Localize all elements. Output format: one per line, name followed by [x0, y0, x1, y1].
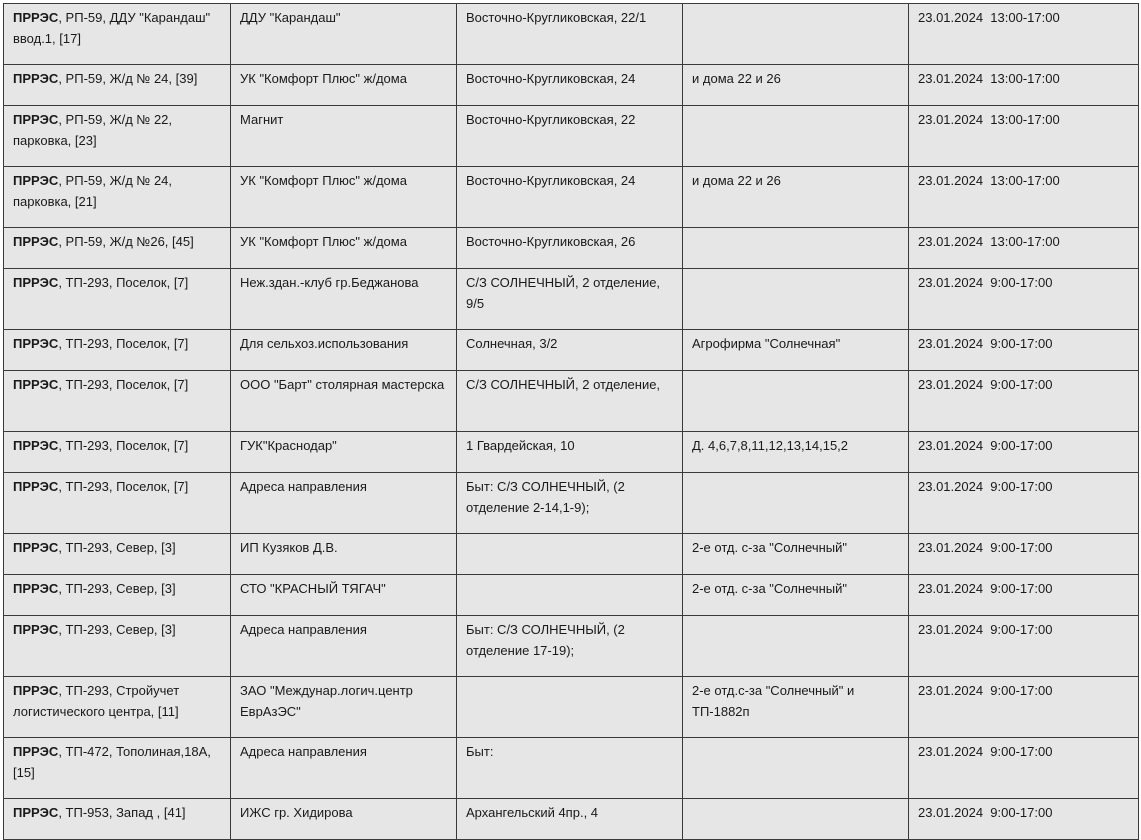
consumer-text: Неж.здан.-клуб гр.Беджанова [240, 275, 419, 290]
line-cell [4, 65, 231, 106]
consumer-text: ИЖС гр. Хидирова [240, 805, 353, 820]
table-row [4, 534, 1139, 575]
line-text: , РП-59, Ж/д № 22, парковка, [23] [13, 112, 173, 148]
org-name: ПРРЭС [13, 10, 59, 25]
table-row [4, 432, 1139, 473]
note-text: и дома 22 и 26 [692, 71, 781, 86]
line-text: , РП-59, Ж/д №26, [45] [58, 234, 194, 249]
time-text: 23.01.2024 9:00-17:00 [918, 805, 1053, 820]
line-text: , ТП-953, Запад , [41] [58, 805, 186, 820]
time-text: 23.01.2024 9:00-17:00 [918, 275, 1053, 290]
time-text: 23.01.2024 9:00-17:00 [918, 438, 1053, 453]
line-cell [4, 330, 231, 371]
address-text: С/З СОЛНЕЧНЫЙ, 2 отделение, 9/5 [466, 275, 661, 311]
address-text: Восточно-Кругликовская, 26 [466, 234, 636, 249]
time-cell [909, 4, 1139, 65]
org-name: ПРРЭС [13, 275, 59, 290]
line-cell [4, 738, 231, 799]
time-cell [909, 432, 1139, 473]
time-text: 23.01.2024 9:00-17:00 [918, 683, 1053, 698]
time-cell [909, 799, 1139, 840]
consumer-cell [231, 167, 457, 228]
consumer-cell [231, 738, 457, 799]
table-row [4, 269, 1139, 330]
note-cell [683, 432, 909, 473]
time-text: 23.01.2024 9:00-17:00 [918, 479, 1053, 494]
address-text: Восточно-Кругликовская, 24 [466, 173, 636, 188]
note-cell [683, 371, 909, 432]
note-cell [683, 799, 909, 840]
table-row [4, 4, 1139, 65]
note-cell [683, 473, 909, 534]
note-cell [683, 4, 909, 65]
address-text: Быт: С/З СОЛНЕЧНЫЙ, (2 отделение 2-14,1-9); [466, 479, 625, 515]
time-text: 23.01.2024 13:00-17:00 [918, 173, 1060, 188]
org-name: ПРРЭС [13, 71, 59, 86]
address-cell [457, 4, 683, 65]
org-name: ПРРЭС [13, 336, 59, 351]
line-text: , ТП-293, Север, [3] [58, 581, 176, 596]
time-text: 23.01.2024 9:00-17:00 [918, 540, 1053, 555]
time-text: 23.01.2024 13:00-17:00 [918, 10, 1060, 25]
consumer-text: УК "Комфорт Плюс" ж/дома [240, 234, 407, 249]
address-cell [457, 371, 683, 432]
org-name: ПРРЭС [13, 805, 59, 820]
line-text: , ТП-293, Стройучет логистического центра, [11] [13, 683, 180, 719]
line-cell [4, 269, 231, 330]
line-cell [4, 106, 231, 167]
note-cell [683, 330, 909, 371]
line-text: , РП-59, Ж/д № 24, парковка, [21] [13, 173, 173, 209]
consumer-text: Адреса направления [240, 622, 367, 637]
note-cell [683, 616, 909, 677]
consumer-text: Для сельхоз.использования [240, 336, 409, 351]
consumer-text: УК "Комфорт Плюс" ж/дома [240, 173, 407, 188]
line-text: , ТП-293, Север, [3] [58, 622, 176, 637]
address-cell [457, 106, 683, 167]
consumer-text: Адреса направления [240, 479, 367, 494]
address-text: Быт: [466, 744, 494, 759]
note-cell [683, 534, 909, 575]
time-cell [909, 677, 1139, 738]
address-text: С/З СОЛНЕЧНЫЙ, 2 отделение, [466, 377, 661, 392]
table-row [4, 371, 1139, 432]
note-cell [683, 269, 909, 330]
time-text: 23.01.2024 13:00-17:00 [918, 71, 1060, 86]
table-row [4, 65, 1139, 106]
note-cell [683, 575, 909, 616]
note-cell [683, 228, 909, 269]
org-name: ПРРЭС [13, 744, 59, 759]
time-cell [909, 269, 1139, 330]
note-cell [683, 677, 909, 738]
note-text: 2-е отд. с-за "Солнечный" [692, 540, 847, 555]
table-row [4, 616, 1139, 677]
time-cell [909, 371, 1139, 432]
time-text: 23.01.2024 9:00-17:00 [918, 336, 1053, 351]
address-text: Восточно-Кругликовская, 22 [466, 112, 636, 127]
line-text: , ТП-293, Поселок, [7] [58, 275, 189, 290]
address-text: 1 Гвардейская, 10 [466, 438, 575, 453]
consumer-cell [231, 228, 457, 269]
line-text: , ТП-472, Тополиная,18А, [15] [13, 744, 211, 780]
table-row [4, 738, 1139, 799]
line-text: , РП-59, ДДУ "Карандаш" ввод.1, [17] [13, 10, 211, 46]
line-cell [4, 4, 231, 65]
line-cell [4, 799, 231, 840]
address-cell [457, 473, 683, 534]
consumer-cell [231, 4, 457, 65]
time-cell [909, 473, 1139, 534]
note-cell [683, 65, 909, 106]
note-cell [683, 106, 909, 167]
table-row [4, 799, 1139, 840]
org-name: ПРРЭС [13, 581, 59, 596]
consumer-text: УК "Комфорт Плюс" ж/дома [240, 71, 407, 86]
table-row [4, 106, 1139, 167]
address-cell [457, 534, 683, 575]
time-text: 23.01.2024 9:00-17:00 [918, 581, 1053, 596]
table-row [4, 167, 1139, 228]
address-text: Восточно-Кругликовская, 22/1 [466, 10, 647, 25]
line-cell [4, 534, 231, 575]
address-cell [457, 432, 683, 473]
org-name: ПРРЭС [13, 377, 59, 392]
org-name: ПРРЭС [13, 438, 59, 453]
time-cell [909, 330, 1139, 371]
line-cell [4, 473, 231, 534]
consumer-cell [231, 799, 457, 840]
note-text: Агрофирма "Солнечная" [692, 336, 841, 351]
consumer-text: ГУК"Краснодар" [240, 438, 337, 453]
consumer-text: ЗАО "Междунар.логич.центр ЕврАзЭС" [240, 683, 413, 719]
consumer-text: ООО "Барт" столярная мастерска [240, 377, 445, 392]
address-cell [457, 330, 683, 371]
time-cell [909, 738, 1139, 799]
consumer-cell [231, 575, 457, 616]
outage-table [3, 3, 1139, 840]
org-name: ПРРЭС [13, 683, 59, 698]
org-name: ПРРЭС [13, 622, 59, 637]
address-text: Быт: С/З СОЛНЕЧНЫЙ, (2 отделение 17-19); [466, 622, 625, 658]
table-row [4, 473, 1139, 534]
consumer-cell [231, 432, 457, 473]
table-row [4, 228, 1139, 269]
time-cell [909, 575, 1139, 616]
table-row [4, 330, 1139, 371]
time-cell [909, 167, 1139, 228]
line-text: , ТП-293, Поселок, [7] [58, 377, 189, 392]
time-cell [909, 616, 1139, 677]
address-text: Архангельский 4пр., 4 [466, 805, 599, 820]
org-name: ПРРЭС [13, 479, 59, 494]
consumer-cell [231, 65, 457, 106]
line-text: , ТП-293, Поселок, [7] [58, 479, 189, 494]
org-name: ПРРЭС [13, 540, 59, 555]
consumer-cell [231, 473, 457, 534]
note-cell [683, 167, 909, 228]
line-text: , ТП-293, Поселок, [7] [58, 336, 189, 351]
org-name: ПРРЭС [13, 234, 59, 249]
time-cell [909, 228, 1139, 269]
line-cell [4, 432, 231, 473]
address-cell [457, 616, 683, 677]
line-text: , ТП-293, Поселок, [7] [58, 438, 189, 453]
consumer-text: Адреса направления [240, 744, 367, 759]
address-cell [457, 269, 683, 330]
address-cell [457, 167, 683, 228]
consumer-cell [231, 677, 457, 738]
consumer-cell [231, 106, 457, 167]
time-cell [909, 534, 1139, 575]
consumer-text: Магнит [240, 112, 284, 127]
address-cell [457, 575, 683, 616]
address-cell [457, 228, 683, 269]
address-cell [457, 738, 683, 799]
time-text: 23.01.2024 9:00-17:00 [918, 744, 1053, 759]
address-cell [457, 677, 683, 738]
note-text: 2-е отд.с-за "Солнечный" и ТП-1882п [692, 683, 855, 719]
line-text: , РП-59, Ж/д № 24, [39] [58, 71, 198, 86]
table-row [4, 677, 1139, 738]
consumer-cell [231, 616, 457, 677]
consumer-cell [231, 269, 457, 330]
consumer-cell [231, 330, 457, 371]
org-name: ПРРЭС [13, 112, 59, 127]
time-cell [909, 65, 1139, 106]
table-row [4, 575, 1139, 616]
consumer-text: ДДУ "Карандаш" [240, 10, 341, 25]
line-cell [4, 575, 231, 616]
line-text: , ТП-293, Север, [3] [58, 540, 176, 555]
line-cell [4, 677, 231, 738]
time-text: 23.01.2024 13:00-17:00 [918, 112, 1060, 127]
time-text: 23.01.2024 13:00-17:00 [918, 234, 1060, 249]
time-text: 23.01.2024 9:00-17:00 [918, 377, 1053, 392]
line-cell [4, 616, 231, 677]
time-text: 23.01.2024 9:00-17:00 [918, 622, 1053, 637]
consumer-cell [231, 371, 457, 432]
note-text: и дома 22 и 26 [692, 173, 781, 188]
note-text: Д. 4,6,7,8,11,12,13,14,15,2 [692, 438, 849, 453]
consumer-text: СТО "КРАСНЫЙ ТЯГАЧ" [240, 581, 386, 596]
consumer-cell [231, 534, 457, 575]
address-text: Восточно-Кругликовская, 24 [466, 71, 636, 86]
address-cell [457, 799, 683, 840]
org-name: ПРРЭС [13, 173, 59, 188]
time-cell [909, 106, 1139, 167]
line-cell [4, 167, 231, 228]
line-cell [4, 228, 231, 269]
address-cell [457, 65, 683, 106]
consumer-text: ИП Кузяков Д.В. [240, 540, 338, 555]
note-text: 2-е отд. с-за "Солнечный" [692, 581, 847, 596]
note-cell [683, 738, 909, 799]
line-cell [4, 371, 231, 432]
address-text: Солнечная, 3/2 [466, 336, 558, 351]
